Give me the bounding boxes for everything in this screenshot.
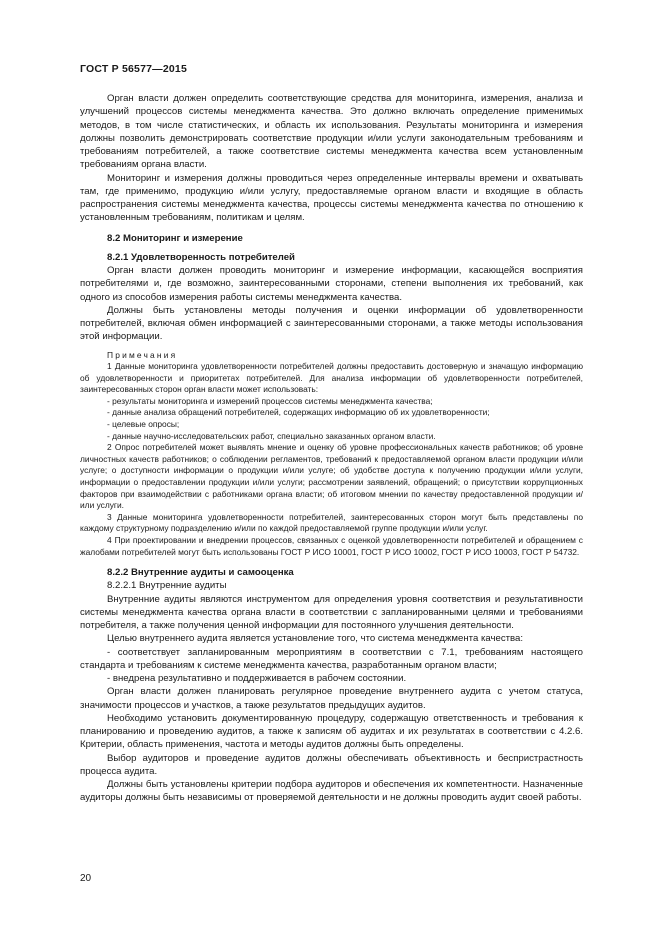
note-2: 2 Опрос потребителей может выявлять мнение и оценку об уровне профессиональных качеств работников; об уровне личностных качеств работников; о соблюдении регламентов, требований к предоставляемой органом власти продукции и/или услуге; о доступности информации о продукции и/или услуге; об удобстве доступа к получению продукции и/или услуги, информации о предоставлении продукции и/или услуги; рассмотрении заявлений, обращений; о присутствии коррупционных факторов при взаимодействии с работниками органа власти; об итоговом мнении по качеству предоставленной продукции и/или услуги. xyxy=(80,442,583,511)
notes-label: Примечания xyxy=(107,349,178,360)
note-list-item: - целевые опросы; xyxy=(107,419,180,430)
section-heading-8-2-1: 8.2.1 Удовлетворенность потребителей xyxy=(107,251,295,263)
section-heading-8-2-2: 8.2.2 Внутренние аудиты и самооценка xyxy=(107,567,294,579)
paragraph: Необходимо установить документированную процедуру, содержащую ответственность и требования к планированию и проведению аудитов, а также к записям об аудитах и их результатах в соответствии с 4.2.6. Критерии, область применения, частота и методы аудитов должны быть определены. xyxy=(80,712,583,751)
subsection-heading-8-2-2-1: 8.2.2.1 Внутренние аудиты xyxy=(107,580,227,592)
note-4: 4 При проектировании и внедрении процессов, связанных с оценкой удовлетворенности потребителей и обращением с жалобами потребителей могут быть использованы ГОСТ Р ИСО 10001, ГОСТ Р ИСО 10002, ГОСТ Р ИСО 10003, ГОСТ Р 54732. xyxy=(80,535,583,557)
page-number: 20 xyxy=(80,873,92,884)
notes-block xyxy=(80,350,583,559)
paragraph: Выбор аудиторов и проведение аудитов должны обеспечивать объективность и беспристрастность процесса аудита. xyxy=(80,752,583,777)
section-heading-8-2: 8.2 Мониторинг и измерение xyxy=(107,232,243,244)
paragraph: Орган власти должен проводить мониторинг и измерение информации, касающейся восприятия потребителями и, где возможно, заинтересованными сторонами, степени выполнения их требований, как одного из способов измерения работы системы менеджмента качества. xyxy=(80,265,583,303)
note-list-item: - данные анализа обращений потребителей, содержащих информацию об их удовлетворенности; xyxy=(107,407,490,418)
paragraph: Должны быть установлены критерии подбора аудиторов и обеспечения их компетентности. Назначенные аудиторы должны быть независимы от проверяемой деятельности и не должны проводить аудит своей работы. xyxy=(80,779,583,804)
note-list-item: - результаты мониторинга и измерений процессов системы менеджмента качества; xyxy=(107,395,433,406)
document-header: ГОСТ Р 56577—2015 xyxy=(80,63,188,75)
paragraph: Орган власти должен планировать регулярное проведение внутреннего аудита с учетом статуса, значимости процессов и участков, а также результатов предыдущих аудитов. xyxy=(80,686,583,711)
paragraph: Внутренние аудиты являются инструментом для определения уровня соответствия и результативности системы менеджмента качества органа власти в соответствии с запланированными целями и требованиями потребителя, а также получения ценной информации для постоянного улучшения деятельности. xyxy=(80,593,583,632)
paragraph: Должны быть установлены методы получения и оценки информации об удовлетворенности потребителей, включая обмен информацией с заинтересованными сторонами, а также методы использования этой информации. xyxy=(80,304,583,343)
list-item: - соответствует запланированным мероприятиям в соответствии с 7.1, требованиям настоящего стандарта и требованиям к системе менеджмента качества, разработанным органом власти; xyxy=(80,646,583,671)
note-3: 3 Данные мониторинга удовлетворенности потребителей, заинтересованных сторон могут быть представлены по каждому структурному подразделению и/или по каждой предоставляемой группе продукции и/или услуг. xyxy=(80,511,583,534)
list-item: - внедрена результативно и поддерживается в рабочем состоянии. xyxy=(107,673,407,685)
document-body xyxy=(80,92,583,805)
note-list-item: - данные научно-исследовательских работ, специально заказанных органом власти. xyxy=(107,430,436,441)
paragraph: Целью внутреннего аудита является установление того, что система менеджмента качества: xyxy=(107,633,524,645)
note-1: 1 Данные мониторинга удовлетворенности потребителей должны предоставить достоверную и значащую информацию об удовлетворенности и приоритетах потребителей. Для анализа информации об удовлетворенности потребителей, заинтересованных сторон орган власти может использовать: xyxy=(80,361,583,395)
paragraph: Орган власти должен определить соответствующие средства для мониторинга, измерения, анализа и улучшений процессов системы менеджмента качества. Это должно включать определение применимых методов, в том числе статистических, и область их использования. Результаты мониторинга и измерения должны позволить демонстрировать соответствие продукции и/или услуги законодательным требованиям и требованиям потребителей, а также соответствие системы менеджмента качества всем установленным требованиям органа власти. xyxy=(80,93,583,171)
paragraph: Мониторинг и измерения должны проводиться через определенные интервалы времени и охватывать там, где применимо, продукцию и/или услугу, предоставляемые органом власти и входящие в область распространения системы менеджмента качества, процессы системы менеджмента качества по отношению к установленным требованиям, политикам и целям. xyxy=(80,172,583,224)
